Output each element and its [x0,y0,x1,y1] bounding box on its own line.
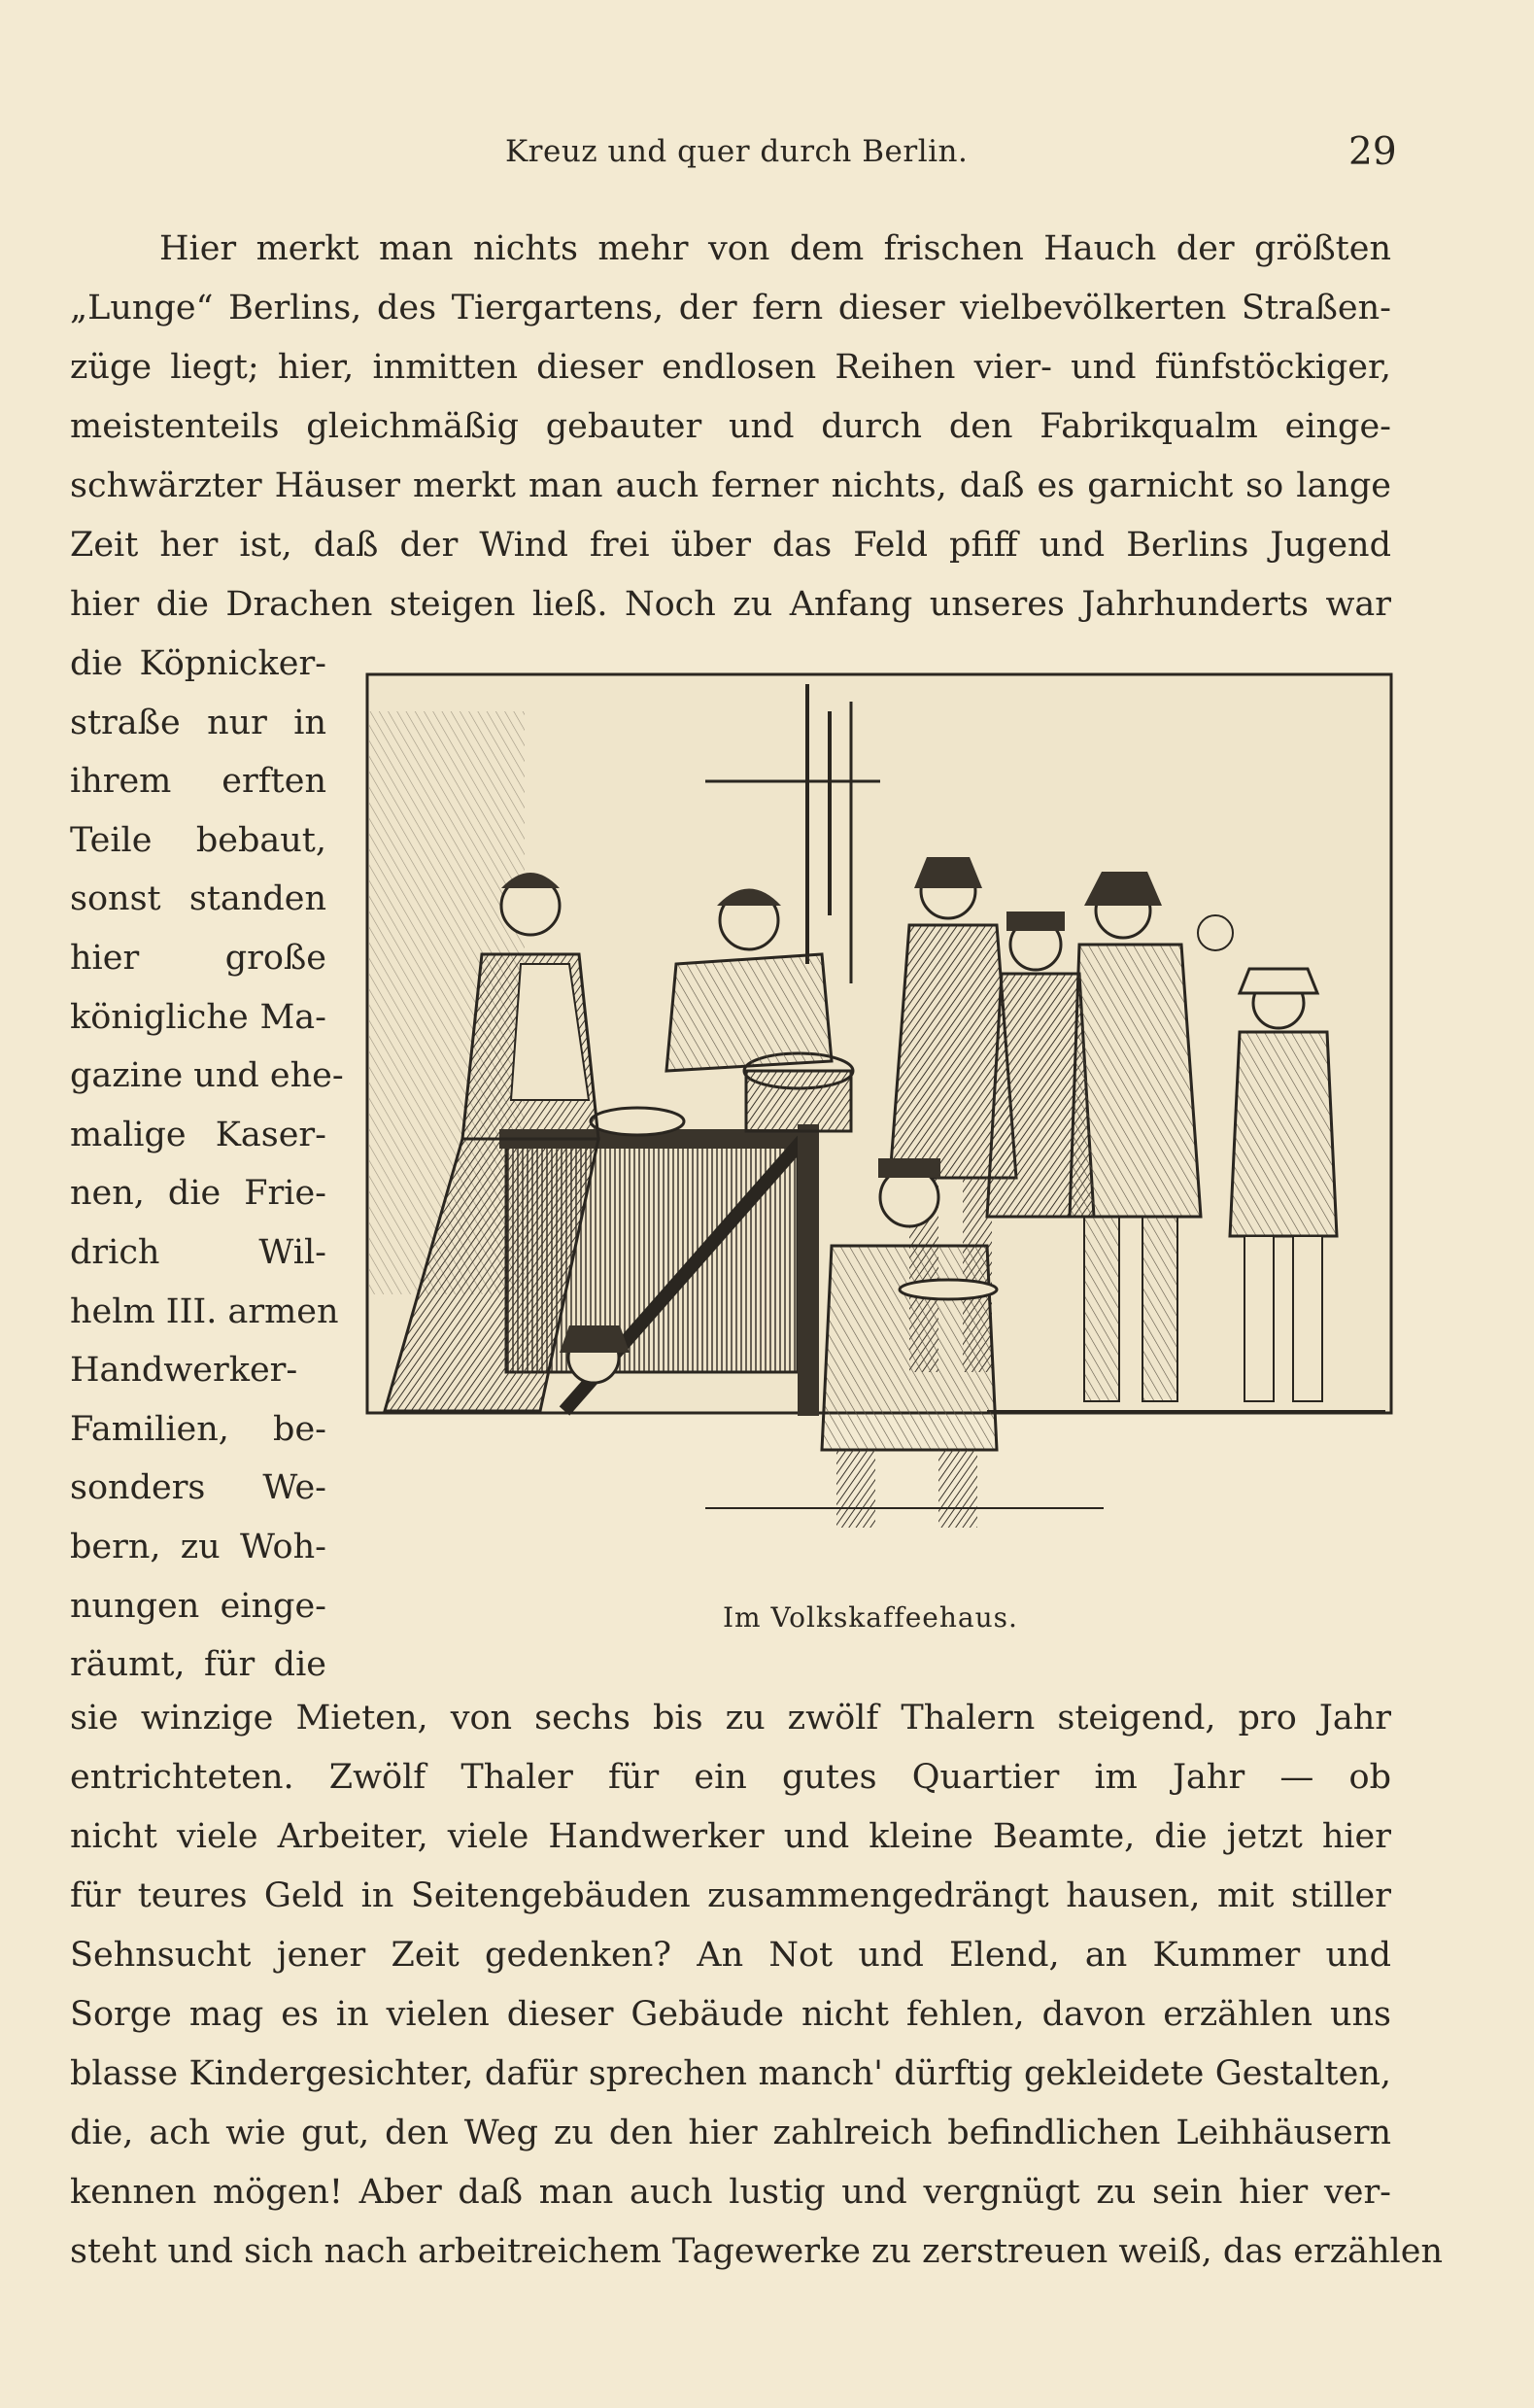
text-line: entrichteten. Zwölf Thaler für ein gutes Quartier im Jahr — ob [70,1758,1391,1797]
text-line: gazine und ehe- [70,1056,344,1096]
text-line: die, ach wie gut, den Weg zu den hier zahlreich befindlichen Leihhäusern [70,2114,1391,2152]
text-line: für teures Geld in Seitengebäuden zusammengedrängt hausen, mit stiller [70,1876,1391,1915]
text-line: helm III. armen [70,1291,339,1331]
text-line: königliche Ma- [70,997,326,1037]
text-line: malige Kaser- [70,1115,326,1154]
text-line: nen, die Frie- [70,1174,326,1214]
paragraph-narrow-column [70,635,344,1695]
text-line: kennen mögen! Aber daß man auch lustig und vergnügt zu sein hier ver- [70,2173,1391,2212]
text-line: Sorge mag es in vielen dieser Gebäude nicht fehlen, davon erzählen uns [70,1995,1391,2034]
text-line: Teile bebaut, [70,820,326,860]
text-line: züge liegt; hier, inmitten dieser endlosen Reihen vier- und fünfstöckiger, [70,348,1391,387]
paragraph-bottom [70,1689,1444,2282]
text-line: sonst standen [70,879,326,919]
text-line: nungen einge- [70,1586,326,1626]
page-number: 29 [1348,130,1397,174]
text-line: Zeit her ist, daß der Wind frei über das Feld pfiff und Berlins Jugend [70,526,1391,565]
text-line: ihrem erften [70,762,326,802]
text-line: sie winzige Mieten, von sechs bis zu zwölf Thalern steigend, pro Jahr [70,1699,1391,1737]
text-line: Handwerker- [70,1351,298,1391]
text-line: Familien, be- [70,1409,326,1449]
running-title: Kreuz und quer durch Berlin. [505,134,969,169]
text-line: straße nur in [70,703,326,742]
text-line: blasse Kindergesichter, dafür sprechen manch' dürftig gekleidete Gestalten, [70,2054,1391,2093]
text-line: die Köpnicker- [70,644,326,683]
text-line: drich Wil- [70,1232,326,1272]
text-line: meistenteils gleichmäßig gebauter und durch den Fabrikqualm einge- [70,407,1391,446]
engraving-illustration [365,672,1393,1572]
text-line: Hier merkt man nichts mehr von dem frischen Hauch der größten [159,229,1391,268]
text-line: nicht viele Arbeiter, viele Handwerker und kleine Beamte, die jetzt hier [70,1817,1391,1856]
text-line: Sehnsucht jener Zeit gedenken? An Not und Elend, an Kummer und [70,1936,1391,1975]
text-line: „Lunge“ Berlins, des Tiergartens, der fern dieser vielbevölkerten Straßen- [70,289,1391,327]
text-line: bern, zu Woh- [70,1527,326,1566]
text-line: hier große [70,938,326,978]
figure-caption: Im Volkskaffeehaus. [723,1601,1018,1634]
text-line: räumt, für die [70,1645,326,1685]
text-line: sonders We- [70,1468,326,1508]
text-line: steht und sich nach arbeitreichem Tagewerke zu zerstreuen weiß, das erzählen [70,2232,1444,2271]
text-line: schwärzter Häuser merkt man auch ferner nichts, daß es garnicht so lange [70,466,1391,505]
text-line: hier die Drachen steigen ließ. Noch zu Anfang unseres Jahrhunderts war [70,585,1391,624]
illustration-volkskaffeehaus [365,672,1393,1572]
paragraph-top [70,220,1391,635]
